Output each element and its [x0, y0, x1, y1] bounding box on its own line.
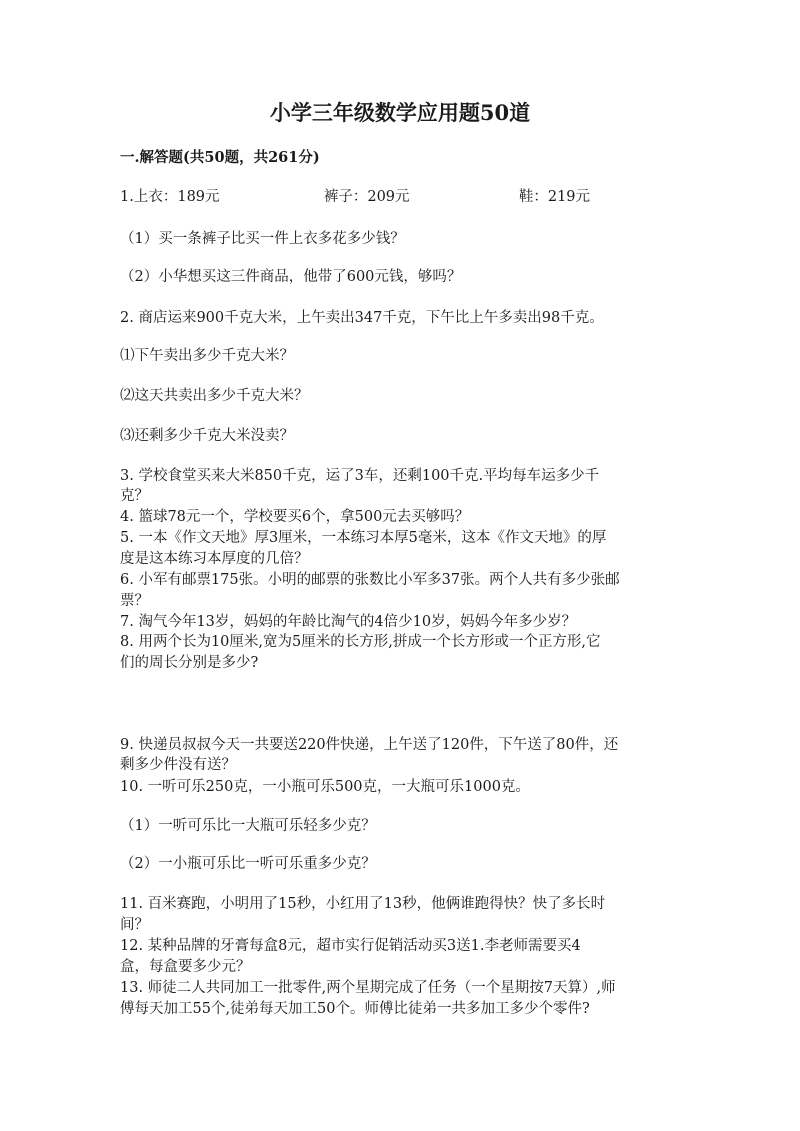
- question-1-items: [120, 186, 590, 208]
- item-jacket-price: 上衣：189元: [133, 189, 220, 205]
- question-10-sub-1: （1）一听可乐比一大瓶可乐轻多少克？: [120, 818, 376, 834]
- question-11-line-1: 11. 百米赛跑，小明用了15秒，小红用了13秒，他俩谁跑得快？快了多长时: [120, 896, 606, 912]
- question-3-line-1: 3. 学校食堂买来大米850千克，运了3车，还剩100千克.平均每车运多少千: [120, 468, 600, 484]
- item-shoes-price: 鞋：219元: [518, 189, 591, 205]
- page-title: 小学三年级数学应用题50道: [269, 100, 531, 125]
- question-8-line-1: 8. 用两个长为10厘米,宽为5厘米的长方形,拼成一个长方形或一个正方形,它: [120, 634, 601, 650]
- question-4: 4. 篮球78元一个，学校要买6个，拿500元去买够吗？: [120, 509, 470, 525]
- question-10-sub-2: （2）一小瓶可乐比一听可乐重多少克？: [120, 856, 376, 872]
- question-2-sub-2: ⑵这天共卖出多少千克大米？: [120, 388, 309, 404]
- question-7: 7. 淘气今年13岁，妈妈的年龄比淘气的4倍少10岁，妈妈今年多少岁？: [120, 614, 577, 630]
- question-2: 2. 商店运来900千克大米，上午卖出347千克，下午比上午多卖出98千克。: [120, 310, 604, 326]
- question-12-line-1: 12. 某种品牌的牙膏每盒8元，超市实行促销活动买3送1.李老师需要买4: [120, 938, 581, 954]
- question-11-line-2: 间？: [120, 917, 149, 933]
- question-8-line-2: 们的周长分别是多少?: [120, 655, 259, 671]
- question-5-line-1: 5. 一本《作文天地》厚3厘米，一本练习本厚5毫米，这本《作文天地》的厚: [120, 530, 607, 546]
- question-13-line-1: 13. 师徒二人共同加工一批零件,两个星期完成了任务（一个星期按7天算）,师: [120, 980, 616, 996]
- question-10: 10. 一听可乐250克，一小瓶可乐500克，一大瓶可乐1000克。: [120, 779, 530, 795]
- section-heading: 一.解答题(共50题，共261分): [120, 149, 320, 166]
- question-2-sub-3: ⑶还剩多少千克大米没卖？: [120, 428, 294, 444]
- question-5-line-2: 度是这本练习本厚度的几倍？: [120, 551, 309, 567]
- question-2-sub-1: ⑴下午卖出多少千克大米？: [120, 348, 294, 364]
- question-13-line-2: 傅每天加工55个,徒弟每天加工50个。师傅比徒弟一共多加工多少个零件?: [120, 1001, 590, 1017]
- question-6-line-2: 票？: [120, 593, 149, 609]
- question-1-sub-1: （1）买一条裤子比买一件上衣多花多少钱？: [120, 231, 405, 247]
- question-6-line-1: 6. 小军有邮票175张。小明的邮票的张数比小军多37张。两个人共有多少张邮: [120, 572, 620, 588]
- item-pants-price: 裤子：209元: [323, 189, 410, 205]
- question-9-line-2: 剩多少件没有送？: [120, 757, 236, 773]
- question-9-line-1: 9. 快递员叔叔今天一共要送220件快递，上午送了120件，下午送了80件，还: [120, 737, 619, 753]
- question-12-line-2: 盒，每盒要多少元？: [120, 959, 251, 975]
- question-1-number: 1.: [120, 189, 134, 205]
- question-3-line-2: 克？: [120, 488, 149, 504]
- question-1-sub-2: （2）小华想买这三件商品，他带了600元钱，够吗？: [120, 269, 462, 285]
